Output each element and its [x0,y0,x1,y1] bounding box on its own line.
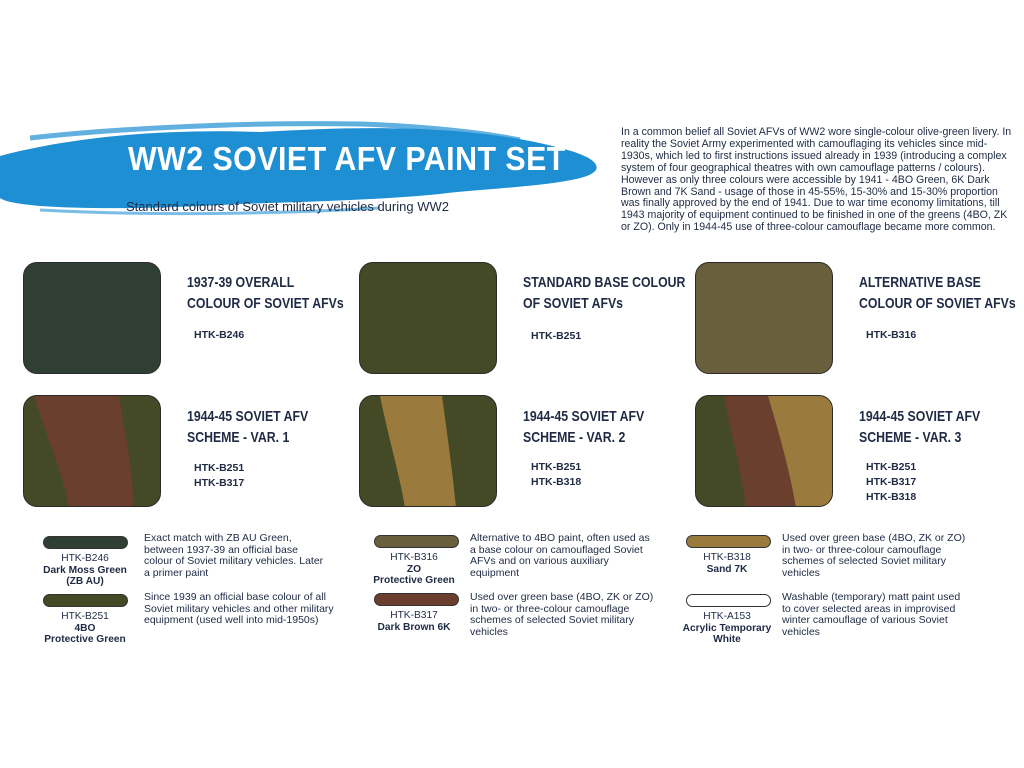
legend-desc-b318: Used over green base (4BO, ZK or ZO) in two- or three-colour camouflage schemes of selected Soviet military vehicles [782,532,966,579]
legend-desc-b251: Since 1939 an official base colour of all Soviet military vehicles and other military equipment (used well into mid-1950s) [144,591,334,627]
page-subtitle: Standard colours of Soviet military vehicles during WW2 [126,199,449,214]
legend-pill-a153 [686,594,771,607]
legend-label-b317: HTK-B317 Dark Brown 6K [377,610,451,633]
camo-pattern-var3 [696,396,833,507]
page-title: WW2 SOVIET AFV PAINT SET [128,140,566,177]
card-4-code-2: HTK-B317 [194,477,245,489]
camo-swatch-var3 [695,395,833,507]
camo-swatch-var1 [23,395,161,507]
card-3-code: HTK-B316 [866,329,917,341]
legend-desc-b316: Alternative to 4BO paint, often used as a base colour on camouflaged Soviet AFVs and on various auxiliary equipment [470,532,650,579]
brown-stripe [34,396,134,507]
legend-label-b318: HTK-B318 Sand 7K [703,552,751,575]
card-6-code-3: HTK-B318 [866,491,917,503]
card-1-code: HTK-B246 [194,329,245,341]
card-5-code-2: HTK-B318 [531,476,582,488]
card-6-code-2: HTK-B317 [866,476,917,488]
card-6-title: 1944-45 SOVIET AFV SCHEME - VAR. 3 [859,408,981,446]
card-5-code-1: HTK-B251 [531,461,582,473]
swatch-card-3 [695,262,833,374]
swatch-card-1 [23,262,161,374]
card-4-code-1: HTK-B251 [194,462,245,474]
legend-pill-b246 [43,536,128,549]
card-2-code: HTK-B251 [531,330,582,342]
intro-paragraph: In a common belief all Soviet AFVs of WW2 wore single-colour olive-green livery. In reality the Soviet Army experimented with camouflaging its vehicles since mid-1930s, which led to first instructions issued already in 1939 (introducing a complex system of four geographical theatres with own camouflage patterns / colours). However as only three colours were accessible by 1941 - 4BO Green, 6K Dark Brown and 7K Sand - usage of those in 45-55%, 15-30% and 15-30% proportion was finally approved by the end of 1941. Due to war time economy limitations, till 1943 majority of equipment continued to be finished in one of the greens (4BO, ZK or ZO). Only in 1944-45 use of three-colour camouflage became more common. [621,126,1012,234]
legend-desc-a153: Washable (temporary) matt paint used to cover selected areas in improvised winter camouflage of various Soviet vehicles [782,591,961,638]
card-4-title: 1944-45 SOVIET AFV SCHEME - VAR. 1 [187,408,309,446]
sand-stripe [380,396,456,507]
card-1-title: 1937-39 OVERALL COLOUR OF SOVIET AFVs [187,274,344,312]
legend-desc-b246: Exact match with ZB AU Green, between 1937-39 an official base colour of Soviet military vehicles. Later a primer paint [144,532,324,579]
legend-pill-b251 [43,594,128,607]
legend-label-b251: HTK-B251 4BO Protective Green [44,611,126,645]
legend-label-a153: HTK-A153 Acrylic Temporary White [682,611,772,645]
card-6-code-1: HTK-B251 [866,461,917,473]
legend-label-b246: HTK-B246 Dark Moss Green (ZB AU) [43,553,127,587]
camo-pattern-var1 [24,396,161,507]
camo-pattern-var2 [360,396,497,507]
swatch-card-2 [359,262,497,374]
legend-pill-b316 [374,535,459,548]
camo-swatch-var2 [359,395,497,507]
card-2-title: STANDARD BASE COLOUR OF SOVIET AFVs [523,274,686,312]
legend-desc-b317: Used over green base (4BO, ZK or ZO) in two- or three-colour camouflage schemes of selected Soviet military vehicles [470,591,654,638]
legend-pill-b318 [686,535,771,548]
legend-label-b316: HTK-B316 ZO Protective Green [373,552,455,586]
card-3-title: ALTERNATIVE BASE COLOUR OF SOVIET AFVs [859,274,1016,312]
legend-pill-b317 [374,593,459,606]
card-5-title: 1944-45 SOVIET AFV SCHEME - VAR. 2 [523,408,645,446]
